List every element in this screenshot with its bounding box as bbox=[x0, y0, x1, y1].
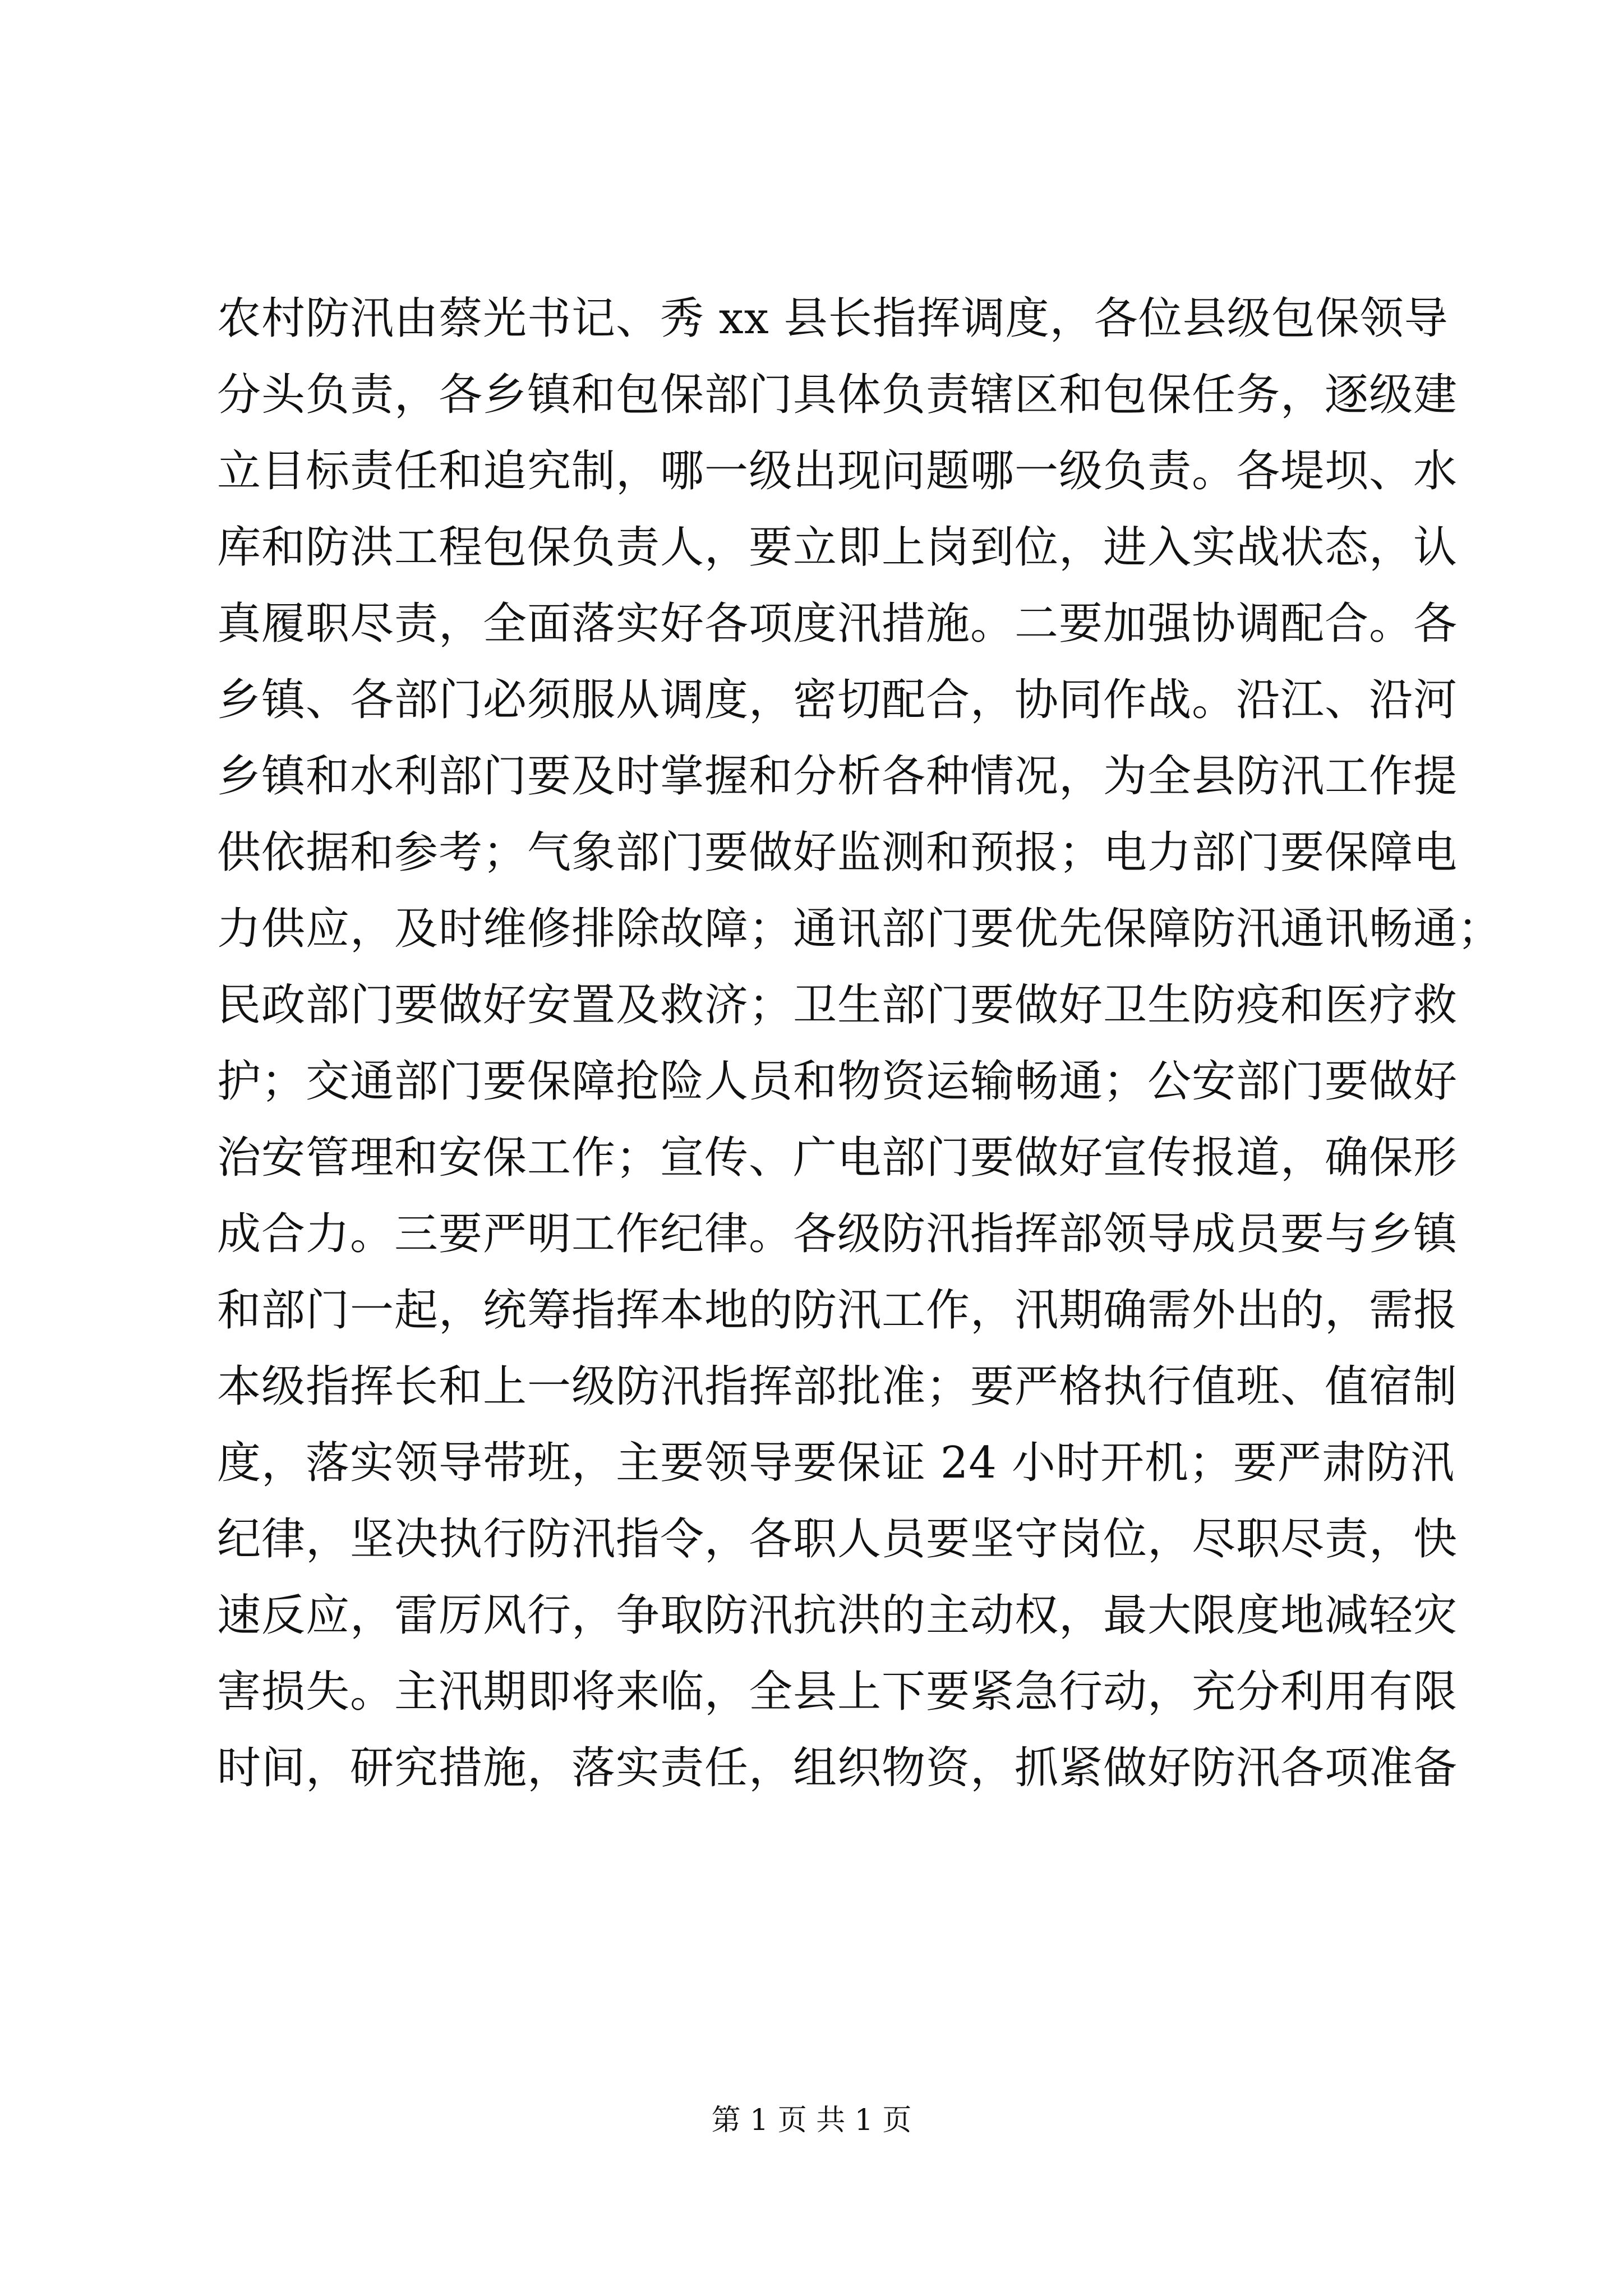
text-line: 速反应，雷厉风行，争取防汛抗洪的主动权，最大限度地减轻灾 bbox=[217, 1590, 1458, 1641]
text-line: 本级指挥长和上一级防汛指挥部批准；要严格执行值班、值宿制 bbox=[217, 1361, 1458, 1412]
text-line: 治安管理和安保工作；宣传、广电部门要做好宣传报道，确保形 bbox=[217, 1133, 1458, 1183]
body-text bbox=[217, 280, 1502, 1806]
text-line: 供依据和参考；气象部门要做好监测和预报；电力部门要保障电 bbox=[217, 827, 1458, 878]
page-number-footer: 第 1 页 共 1 页 bbox=[711, 2104, 912, 2137]
text-line: 民政部门要做好安置及救济；卫生部门要做好卫生防疫和医疗救 bbox=[217, 980, 1458, 1030]
text-line: 时间，研究措施，落实责任，组织物资，抓紧做好防汛各项准备 bbox=[217, 1743, 1458, 1793]
text-line: 成合力。三要严明工作纪律。各级防汛指挥部领导成员要与乡镇 bbox=[217, 1209, 1458, 1259]
text-line: 乡镇和水利部门要及时掌握和分析各种情况，为全县防汛工作提 bbox=[217, 751, 1458, 802]
text-line: 乡镇、各部门必须服从调度，密切配合，协同作战。沿江、沿河 bbox=[217, 675, 1458, 725]
text-line: 库和防洪工程包保负责人，要立即上岗到位，进入实战状态，认 bbox=[217, 522, 1458, 573]
text-line: 农村防汛由蔡光书记、秀 xx 县长指挥调度，各位县级包保领导 bbox=[217, 293, 1449, 344]
text-line: 分头负责，各乡镇和包保部门具体负责辖区和包保任务，逐级建 bbox=[217, 370, 1458, 420]
text-line: 纪律，坚决执行防汛指令，各职人员要坚守岗位，尽职尽责，快 bbox=[217, 1514, 1458, 1565]
text-line: 力供应，及时维修排除故障；通讯部门要优先保障防汛通讯畅通； bbox=[217, 904, 1502, 954]
text-line: 真履职尽责，全面落实好各项度汛措施。二要加强协调配合。各 bbox=[217, 599, 1458, 649]
text-line: 和部门一起，统筹指挥本地的防汛工作，汛期确需外出的，需报 bbox=[217, 1285, 1458, 1336]
text-line: 度，落实领导带班，主要领导要保证 24 小时开机；要严肃防汛 bbox=[217, 1438, 1455, 1488]
text-line: 害损失。主汛期即将来临，全县上下要紧急行动，充分利用有限 bbox=[217, 1667, 1458, 1717]
text-line: 立目标责任和追究制，哪一级出现问题哪一级负责。各堤坝、水 bbox=[217, 446, 1458, 496]
text-line: 护；交通部门要保障抢险人员和物资运输畅通；公安部门要做好 bbox=[217, 1056, 1458, 1107]
